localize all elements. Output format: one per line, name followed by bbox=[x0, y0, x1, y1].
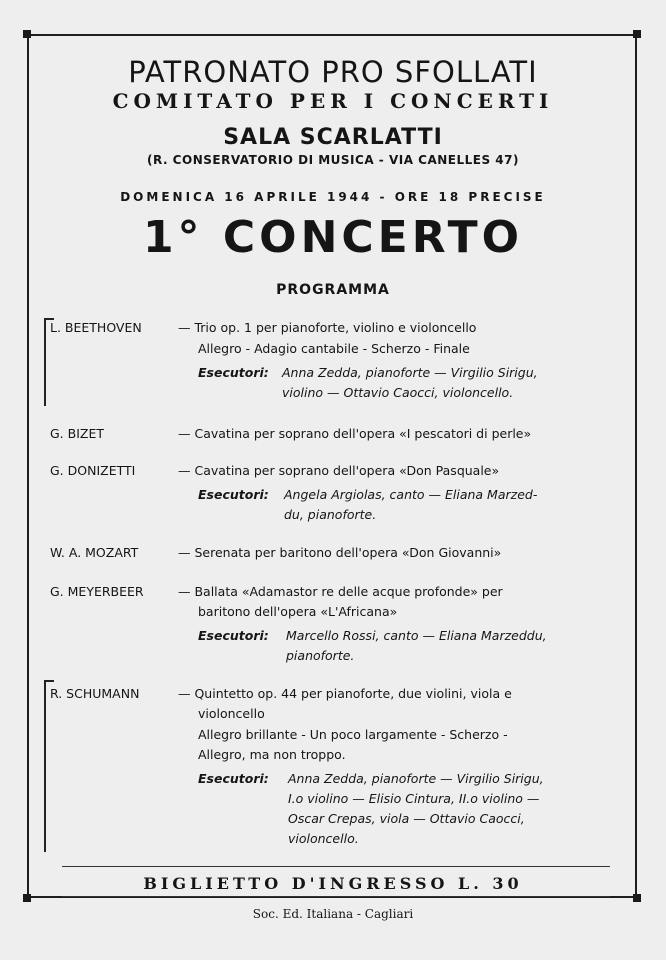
work-line: — Cavatina per soprano dell'opera «Don Pasquale» bbox=[178, 463, 500, 478]
performers-line: violoncello. bbox=[288, 831, 359, 846]
composer-name: G. DONIZETTI bbox=[50, 463, 136, 478]
work-line: violoncello bbox=[198, 706, 265, 721]
divider-rule bbox=[62, 896, 610, 897]
performers-line: Oscar Crepas, viola — Ottavio Caocci, bbox=[288, 811, 525, 826]
composer-name: W. A. MOZART bbox=[50, 545, 139, 560]
performers-line: Anna Zedda, pianoforte — Virgilio Sirigu, bbox=[282, 365, 538, 380]
programma-heading: PROGRAMMA bbox=[276, 282, 390, 298]
committee-title: COMITATO PER I CONCERTI bbox=[112, 89, 554, 113]
performers-line: Marcello Rossi, canto — Eliana Marzeddu, bbox=[286, 628, 547, 643]
performers-line: Angela Argiolas, canto — Eliana Marzed- bbox=[284, 487, 538, 502]
work-line: Allegro brillante - Un poco largamente - Scherzo - bbox=[198, 727, 508, 742]
corner-mark bbox=[23, 894, 31, 902]
composer-name: R. SCHUMANN bbox=[50, 686, 140, 701]
corner-mark bbox=[633, 894, 641, 902]
performers-line: pianoforte. bbox=[286, 648, 355, 663]
performers-line: violino — Ottavio Caocci, violoncello. bbox=[282, 385, 514, 400]
performers-line: Anna Zedda, pianoforte — Virgilio Sirigu, bbox=[288, 771, 544, 786]
venue-address: (R. CONSERVATORIO DI MUSICA - VIA CANELLES 47) bbox=[147, 153, 519, 167]
performers-line: I.o violino — Elisio Cintura, II.o violino — bbox=[288, 791, 540, 806]
composer-name: G. MEYERBEER bbox=[50, 584, 144, 599]
performers-line: du, pianoforte. bbox=[284, 507, 377, 522]
bracket-mark bbox=[44, 680, 54, 852]
organization-title: PATRONATO PRO SFOLLATI bbox=[128, 55, 538, 89]
work-line: — Trio op. 1 per pianoforte, violino e violoncello bbox=[178, 320, 477, 335]
performers-label: Esecutori: bbox=[198, 628, 269, 643]
work-line: baritono dell'opera «L'Africana» bbox=[198, 604, 398, 619]
venue-title: SALA SCARLATTI bbox=[223, 125, 443, 150]
printer-credit: Soc. Ed. Italiana - Cagliari bbox=[252, 907, 414, 921]
corner-mark bbox=[23, 30, 31, 38]
work-line: Allegro, ma non troppo. bbox=[198, 747, 346, 762]
performers-label: Esecutori: bbox=[198, 365, 269, 380]
concert-date: DOMENICA 16 APRILE 1944 - ORE 18 PRECISE bbox=[120, 190, 546, 204]
work-line: Allegro - Adagio cantabile - Scherzo - Finale bbox=[198, 341, 470, 356]
performers-label: Esecutori: bbox=[198, 487, 269, 502]
performers-label: Esecutori: bbox=[198, 771, 269, 786]
work-line: — Quintetto op. 44 per pianoforte, due violini, viola e bbox=[178, 686, 512, 701]
composer-name: G. BIZET bbox=[50, 426, 104, 441]
work-line: — Serenata per baritono dell'opera «Don Giovanni» bbox=[178, 545, 502, 560]
ticket-price: BIGLIETTO D'INGRESSO L. 30 bbox=[143, 874, 523, 893]
corner-mark bbox=[633, 30, 641, 38]
divider-rule bbox=[62, 866, 610, 867]
composer-name: L. BEETHOVEN bbox=[50, 320, 142, 335]
work-line: — Cavatina per soprano dell'opera «I pescatori di perle» bbox=[178, 426, 532, 441]
concert-title: 1° CONCERTO bbox=[142, 212, 524, 263]
work-line: — Ballata «Adamastor re delle acque profonde» per bbox=[178, 584, 503, 599]
